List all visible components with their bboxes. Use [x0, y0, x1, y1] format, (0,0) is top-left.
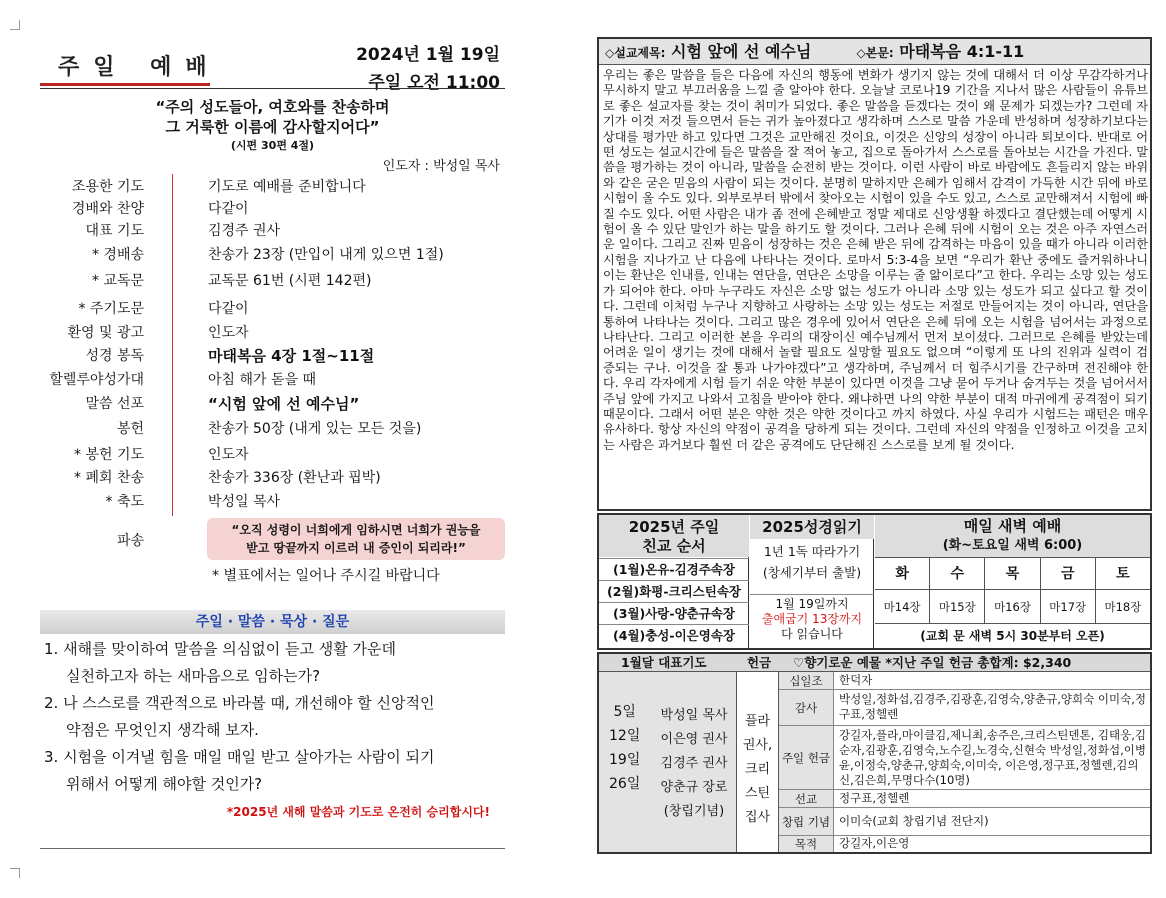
reading-cell: 마18장	[1104, 600, 1142, 614]
prayer-dates	[609, 700, 640, 796]
offering-list	[779, 672, 1150, 852]
sermon-box	[597, 37, 1152, 511]
fellowship-row: (1월)온유-김경주속장	[599, 558, 749, 580]
fellowship-row: (4월)충성-이은영속장	[599, 624, 749, 646]
dawn-service-header	[875, 515, 1150, 557]
day-cell: 토	[1116, 566, 1130, 582]
order-row	[40, 176, 505, 200]
order-row	[40, 270, 505, 294]
order-label: 봉헌	[116, 421, 144, 437]
sermon-title-label: ◇설교제목:	[605, 46, 666, 60]
sending-verse-box	[207, 518, 505, 560]
leader-label: 인도자 : 박성일 목사	[382, 159, 500, 174]
offering-table	[597, 652, 1152, 854]
order-label: 환영 및 광고	[67, 325, 144, 341]
counter-line: 스틴	[744, 786, 771, 801]
offering-type: 선교	[779, 790, 834, 807]
counter-line: 크리	[744, 762, 771, 777]
offering-type: 감사	[779, 690, 834, 725]
offering-row	[779, 808, 1150, 836]
question-line: 실천하고자 하는 새마음으로 임하는가?	[66, 667, 321, 685]
order-value: 인도자	[208, 447, 249, 463]
fellowship-header	[599, 515, 749, 557]
fellowship-subtitle: 친교 순서	[642, 537, 706, 555]
verse-line: 그 거룩한 이름에 감사할지어다”	[165, 118, 380, 136]
day-cell: 수	[930, 558, 985, 589]
order-label: 할렐루야성가대	[49, 372, 144, 388]
dawn-service-subtitle: (화~토요일 새벽 6:00)	[942, 538, 1083, 553]
offering-row	[779, 726, 1150, 790]
sending-verse-line: “오직 성령이 너희에게 임하시면 너희가 권능을	[231, 523, 481, 537]
prayer-date: 26일	[609, 776, 641, 792]
dawn-service-footer: (교회 문 새벽 5시 30분부터 오픈)	[875, 623, 1150, 648]
question-line: 위해서 어떻게 해야할 것인가?	[66, 775, 263, 793]
crop-mark	[10, 868, 20, 878]
prayer-name: 이은영 권사	[660, 732, 728, 747]
prayer-name: 박성일 목사	[660, 708, 728, 723]
question-line: 1. 새해를 맞이하여 말씀을 의심없이 듣고 생활 가운데	[44, 640, 396, 658]
order-row	[40, 393, 505, 417]
bible-reading-line: 1월 19일까지	[775, 597, 849, 611]
dawn-service-title: 매일 새벽 예배	[963, 517, 1062, 535]
sermon-text-label: ◇본문:	[856, 46, 894, 60]
order-value: 찬송가 50장 (내게 있는 모든 것을)	[208, 421, 422, 437]
order-label: * 경배송	[91, 247, 144, 263]
order-label: 말씀 선포	[85, 396, 144, 412]
prayer-names	[651, 704, 737, 824]
order-value: 마태복음 4장 1절~11절	[208, 347, 375, 365]
offering-names: 박성일,정화섭,김경주,김광훈,김영숙,양춘규,양희숙 이미숙,정구표,정헬렌	[839, 692, 1146, 721]
question-line: 3. 시험을 이겨낼 힘을 매일 매일 받고 살아가는 사람이 되기	[44, 748, 435, 766]
order-label: * 축도	[105, 494, 144, 510]
order-label: 성경 봉독	[85, 348, 144, 364]
order-label: * 교독문	[91, 273, 144, 289]
offering-header-label: 헌금	[747, 655, 772, 670]
sermon-body: 우리는 좋은 말씀을 들은 다음에 자신의 행동에 변화가 생기지 않는 것에 대해서 더 이상 무감각하거나 무시하지 말고 부끄러움을 느낄 줄 알아야 한다. 오늘날 코로나19 기간을 지나서 많은 사람들이 유튜브로 좋은 설교자를 찾는 것이 취미가 되었다. 좋은 말씀을 듣겠다는 것이 왜 문제가 되겠는가? 그런데 자기가 이것 저것 들으면서 듣는 귀가 높아졌다고 생각하며 스스로 말씀 가운데 반성하며 성장하기보다는 상대를 평가만 하고 있다면 그것은 교만해진 것이요, 이것은 신앙의 성장이 아니라 퇴보이다. 반대로 어떤 성도는 설교시간에 들은 말씀을 잘 적어 놓고, 집으로 돌아가서 스스로를 돌아보는 시간을 가진다. 말씀을 평가하는 것이 아니라, 말씀을 순전히 받는 것이다. 이런 사람이 바로 바람에도 흔들리지 않는 바위와 같은 굳은 믿음의 사람이 되는 것이다. 분명히 말하지만 은혜가 임해서 감격이 가득한 시간 뒤에 바로 시험이 올 수도 있다. 외부로부터 밖에서 찾아오는 시험이 있을 수도 있고, 스스로 교만해져서 시험에 빠질 수도 있다. 어떤 사람은 내가 좀 전에 은혜받고 정말 제대로 신앙생활 하겠다고 결단했는데 어떻게 시험이 올 수 있단 말인가 하는 말을 하기도 할 것이다. 그러나 은혜 뒤에 시험이 오는 것은 아주 자연스러운 일이다. 그리고 진짜 믿음이 성장하는 것은 은혜 받은 뒤에 감격하는 마음이 있을 때가 아니라 이러한 시험을 지나가고 난 다음에 나타나는 것이다. 로마서 5:3-4을 보면 “우리가 환난 중에도 즐거워하나니 이는 환난은 인내를, 인내는 연단을, 연단은 소망을 이루는 줄 앎이로다”고 한다. 우리는 소망 있는 성도가 되어야 한다. 아마 누구라도 자신은 소망 없는 성도가 아니라 소망 있는 성도가 되고 싶다고 할 것이다. 그런데 이처럼 누구나 지향하고 사랑하는 소망 있는 성도는 저절로 만들어지는 것이 아니라, 연단을 통하여 나타나는 것이다. 그리고 많은 경우에 있어서 연단은 은혜 뒤에 오는 시험을 넘어서는 과정으로 나타난다. 그리고 이러한 본을 우리의 대장이신 예수님께서 먼저 보이셨다. 그러므로 은혜를 받았는데 어려운 일이 생기는 것에 대해서 놀랄 필요도 실망할 필요도 없으며 “이렇게 또 나의 진위과 실력이 검증되는 구나. 이것을 잘 통과 나가야겠다”고 생각하며, 주님께서 더 힘주시기를 간구하며 전진해야 한다. 우리 각자에게 시험 들기 쉬운 약한 부분이 있다면 이것을 그냥 묻어 두거나 숨겨두는 것을 넘어서서 주님 앞에 가지고 나와서 고침을 받아야 한다. 왜냐하면 나의 약한 부분이 대적 마귀에게 공격점이 되기 때문이다. 그래서 어떤 분은 약한 것은 약한 것이다고 까지 하였다. 사실 우리가 시험드는 패턴은 매우 유사하다. 항상 자신의 약점이 공격을 당하게 되는 것이다. 그런데 자신의 약점을 인정하고 이것을 고치는 사람은 과거보다 훨씬 더 같은 공격에도 단단해진 스스로를 보게 될 것이다.	[603, 68, 1148, 452]
offering-names: 강길자,플라,마이클김,제니최,송주은,크리스틴덴톤, 김태웅,김순자,김광훈,김영숙,노수길,노경숙,신현숙 박성일,정화섭,이병윤,이정숙,양춘규,양희숙,이미숙, 이은영,정구표,정헬렌,김의신,김은희,무명다수(10명)	[839, 728, 1146, 787]
meditation-question-header: 주일 · 말씀 · 묵상 · 질문	[40, 610, 505, 634]
prayer-schedule	[599, 672, 737, 852]
offering-names: 이미숙(교회 창립기념 전단지)	[839, 814, 989, 828]
prayer-name: (창립기념)	[663, 804, 725, 819]
order-value: 김경주 권사	[208, 223, 281, 239]
reading-cell: 마14장	[875, 590, 930, 623]
prayer-date: 12일	[609, 728, 641, 744]
bible-reading-plan	[750, 541, 874, 583]
dawn-readings	[875, 589, 1150, 623]
divider	[40, 848, 505, 849]
fellowship-row: (2월)화평-크리스틴속장	[599, 580, 749, 602]
order-value: 찬송가 336장 (환난과 핍박)	[208, 470, 381, 486]
stand-note: * 별표에서는 일어나 주시길 바랍니다	[212, 568, 440, 584]
offering-type: 주일 헌금	[779, 726, 834, 789]
meditation-questions	[44, 636, 504, 798]
service-title-box	[40, 38, 221, 86]
prayer-name: 김경주 권사	[660, 756, 728, 771]
order-row	[40, 418, 505, 442]
order-value: “시험 앞에 선 예수님”	[208, 395, 360, 413]
bible-reading-line: 다 읽습니다	[781, 627, 843, 641]
order-value: 기도로 예배를 준비합니다	[208, 179, 366, 195]
order-row	[40, 220, 505, 244]
question-line: 약점은 무엇인지 생각해 보자.	[66, 721, 259, 739]
order-label: 대표 기도	[85, 223, 144, 239]
opening-verse	[40, 97, 505, 137]
order-value: 다같이	[208, 201, 249, 217]
offering-row	[779, 790, 1150, 808]
reading-cell: 마16장	[985, 590, 1040, 623]
prayer-date: 5일	[613, 704, 636, 720]
bible-reading-progress	[750, 594, 874, 642]
fellowship-title: 2025년 주일	[628, 518, 720, 536]
order-row	[40, 345, 505, 369]
prayer-header: 1월달 대표기도	[621, 655, 707, 670]
closing-message: *2025년 새해 말씀과 기도로 온전히 승리합시다!	[226, 805, 490, 819]
dawn-service	[875, 515, 1150, 648]
crop-mark	[10, 20, 20, 30]
bible-reading-line: 1년 1독 따라가기	[763, 544, 861, 559]
order-label: 파송	[116, 533, 144, 549]
order-row	[40, 444, 505, 468]
offering-type: 목적	[779, 836, 834, 852]
prayer-name: 양춘규 장로	[660, 780, 728, 795]
order-label: 경배와 찬양	[71, 201, 144, 217]
order-value: 아침 해가 돋을 때	[208, 372, 317, 388]
order-value: 다같이	[208, 301, 249, 317]
reading-cell: 마17장	[1041, 590, 1096, 623]
prayer-date: 19일	[609, 752, 641, 768]
order-row	[40, 244, 505, 268]
offering-row	[779, 690, 1150, 726]
order-row	[40, 369, 505, 393]
counter-line: 권사,	[742, 738, 773, 753]
offering-row	[779, 836, 1150, 852]
counter-line: 플라	[744, 714, 771, 729]
order-value: 교독문 61번 (시편 142편)	[208, 273, 372, 289]
offering-total: ♡향기로운 예물 *지난 주일 헌금 총합계: $2,340	[793, 655, 1072, 670]
offering-type: 창립 기념	[779, 808, 834, 835]
bible-reading-target: 출애굽기 13장까지	[761, 612, 863, 626]
sending-verse-line: 받고 땅끝까지 이르러 내 증인이 되리라!”	[246, 541, 466, 555]
order-label: 조용한 기도	[71, 179, 144, 195]
fellowship-schedule	[599, 515, 749, 648]
offering-header	[599, 654, 1150, 672]
order-label: * 폐회 찬송	[74, 470, 144, 486]
order-label: * 봉헌 기도	[74, 447, 144, 463]
day-cell: 화	[875, 558, 930, 589]
sermon-title: 시험 앞에 선 예수님	[670, 42, 812, 61]
order-label: * 주기도문	[78, 301, 144, 317]
offering-names: 강길자,이은영	[839, 836, 910, 850]
service-title: 주일 예배	[58, 55, 221, 80]
order-row	[40, 198, 505, 222]
question-line: 2. 나 스스로를 객관적으로 바라볼 때, 개선해야 할 신앙적인	[44, 694, 435, 712]
fellowship-row: (3월)사랑-양춘규속장	[599, 602, 749, 624]
order-row	[40, 298, 505, 322]
offering-counters	[737, 672, 779, 852]
service-date: 2024년 1월 19일	[356, 45, 500, 65]
order-row	[40, 467, 505, 491]
bible-reading-title: 2025성경읽기	[750, 515, 874, 539]
dawn-days	[875, 557, 1150, 589]
order-value: 찬송가 23장 (만입이 내게 있으면 1절)	[208, 247, 444, 263]
counter-line: 집사	[744, 810, 771, 825]
day-cell: 목	[985, 558, 1040, 589]
bible-reading-line: (창세기부터 출발)	[762, 565, 862, 580]
order-row	[40, 491, 505, 515]
reading-cell: 마15장	[930, 590, 985, 623]
order-value: 박성일 목사	[208, 494, 281, 510]
verse-reference: (시편 30편 4절)	[230, 139, 315, 152]
bible-reading	[750, 515, 874, 648]
verse-line: “주의 성도들아, 여호와를 찬송하며	[155, 98, 390, 116]
order-value: 인도자	[208, 325, 249, 341]
schedule-box	[597, 513, 1152, 650]
offering-names: 정구표,정헬렌	[839, 791, 910, 805]
service-time: 주일 오전 11:00	[368, 73, 500, 93]
offering-names: 한덕자	[839, 673, 873, 687]
offering-type: 십일조	[779, 672, 834, 689]
offering-row	[779, 672, 1150, 690]
divider	[40, 88, 505, 89]
day-cell: 금	[1041, 558, 1096, 589]
order-row	[40, 322, 505, 346]
sermon-header	[599, 39, 1150, 65]
sermon-text: 마태복음 4:1-11	[899, 42, 1025, 61]
